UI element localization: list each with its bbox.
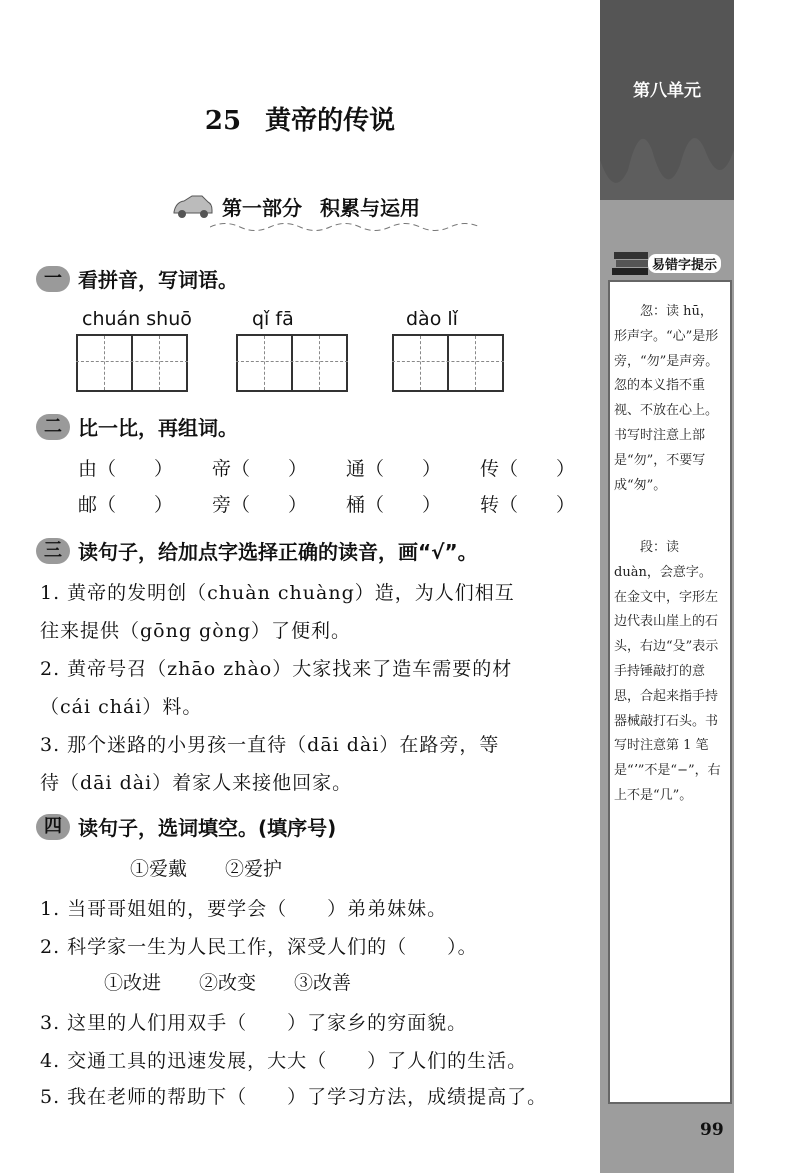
sentence-line: 往来提供（gōng gòng）了便利。 (40, 620, 352, 642)
section-1-title: 看拼音，写词语。 (78, 268, 238, 292)
section-1-heading (36, 264, 238, 293)
section-3-title: 读句子，给加点字选择正确的读音，画“√”。 (78, 540, 478, 564)
tip-duan: 段：读 duàn，会意字。在金文中，字形左边代表山崖上的石头，右边“殳”表示手持锤敲打的意思，合起来指手持器械敲打石头。书写时注意第 1 笔是“ʼ”不是“−”，右上不是“几”。 (614, 540, 721, 803)
pinyin-1: chuán shuō (82, 308, 192, 330)
writing-grid-2[interactable] (236, 334, 348, 392)
lesson-name: 黄帝的传说 (265, 106, 396, 136)
word-options-2: ①改进 ②改变 ③改善 (104, 972, 352, 994)
part-topic: 积累与运用 (320, 196, 420, 220)
sentence-line: 2. 黄帝号召（zhāo zhào）大家找来了造车需要的材 (40, 658, 513, 680)
compare-item[interactable]: 桶（ ） (346, 494, 442, 516)
compare-item[interactable]: 传（ ） (480, 458, 576, 480)
page-number: 99 (700, 1120, 724, 1140)
part-name: 第一部分 (222, 196, 302, 220)
section-2-badge: 二 (36, 414, 70, 440)
section-4-title: 读句子，选词填空。(填序号) (78, 816, 337, 840)
section-3-heading (36, 536, 478, 565)
compare-item[interactable]: 由（ ） (78, 458, 174, 480)
compare-item[interactable]: 邮（ ） (78, 494, 174, 516)
compare-item[interactable]: 帝（ ） (212, 458, 308, 480)
lesson-number: 25 (204, 106, 242, 136)
pinyin-2: qǐ fā (252, 308, 294, 330)
section-4-heading (36, 812, 336, 841)
tip-hu: 忽：读 hū，形声字。“心”是形旁，“勿”是声旁。忽的本义指不重视、不放在心上。书写时注意上部是“勿”，不要写成“匆”。 (614, 304, 719, 493)
section-4-badge: 四 (36, 814, 70, 840)
compare-item[interactable]: 旁（ ） (212, 494, 308, 516)
writing-grid-1[interactable] (76, 334, 188, 392)
fill-line[interactable]: 2. 科学家一生为人民工作，深受人们的（ ）。 (40, 936, 478, 958)
word-options-1: ①爱戴 ②爱护 (130, 858, 283, 880)
writing-grid-3[interactable] (392, 334, 504, 392)
section-2-title: 比一比，再组词。 (78, 416, 238, 440)
car-icon (170, 192, 214, 220)
part-heading (170, 192, 420, 224)
lesson-title (0, 100, 600, 137)
sentence-line: 3. 那个迷路的小男孩一直待（dāi dài）在路旁，等 (40, 734, 500, 756)
section-3-badge: 三 (36, 538, 70, 564)
unit-label: 第八单元 (633, 81, 701, 101)
fill-line[interactable]: 4. 交通工具的迅速发展，大大（ ）了人们的生活。 (40, 1050, 528, 1072)
fill-line[interactable]: 3. 这里的人们用双手（ ）了家乡的穷面貌。 (40, 1012, 468, 1034)
section-1-badge: 一 (36, 266, 70, 292)
sentence-line: 1. 黄帝的发明创（chuàn chuàng）造，为人们相互 (40, 582, 515, 604)
fill-line[interactable]: 1. 当哥哥姐姐的，要学会（ ）弟弟妹妹。 (40, 898, 448, 920)
sentence-line: 待（dāi dài）着家人来接他回家。 (40, 772, 353, 794)
fill-line[interactable]: 5. 我在老师的帮助下（ ）了学习方法，成绩提高了。 (40, 1086, 548, 1108)
wave-divider (210, 220, 480, 234)
books-icon (612, 248, 652, 278)
compare-item[interactable]: 转（ ） (480, 494, 576, 516)
tip-header (612, 248, 718, 282)
compare-item[interactable]: 通（ ） (346, 458, 442, 480)
section-2-heading (36, 412, 238, 441)
pinyin-3: dào lǐ (406, 308, 458, 330)
tip-title: 易错字提示 (648, 254, 721, 273)
sentence-line: （cái chái）料。 (40, 696, 203, 718)
